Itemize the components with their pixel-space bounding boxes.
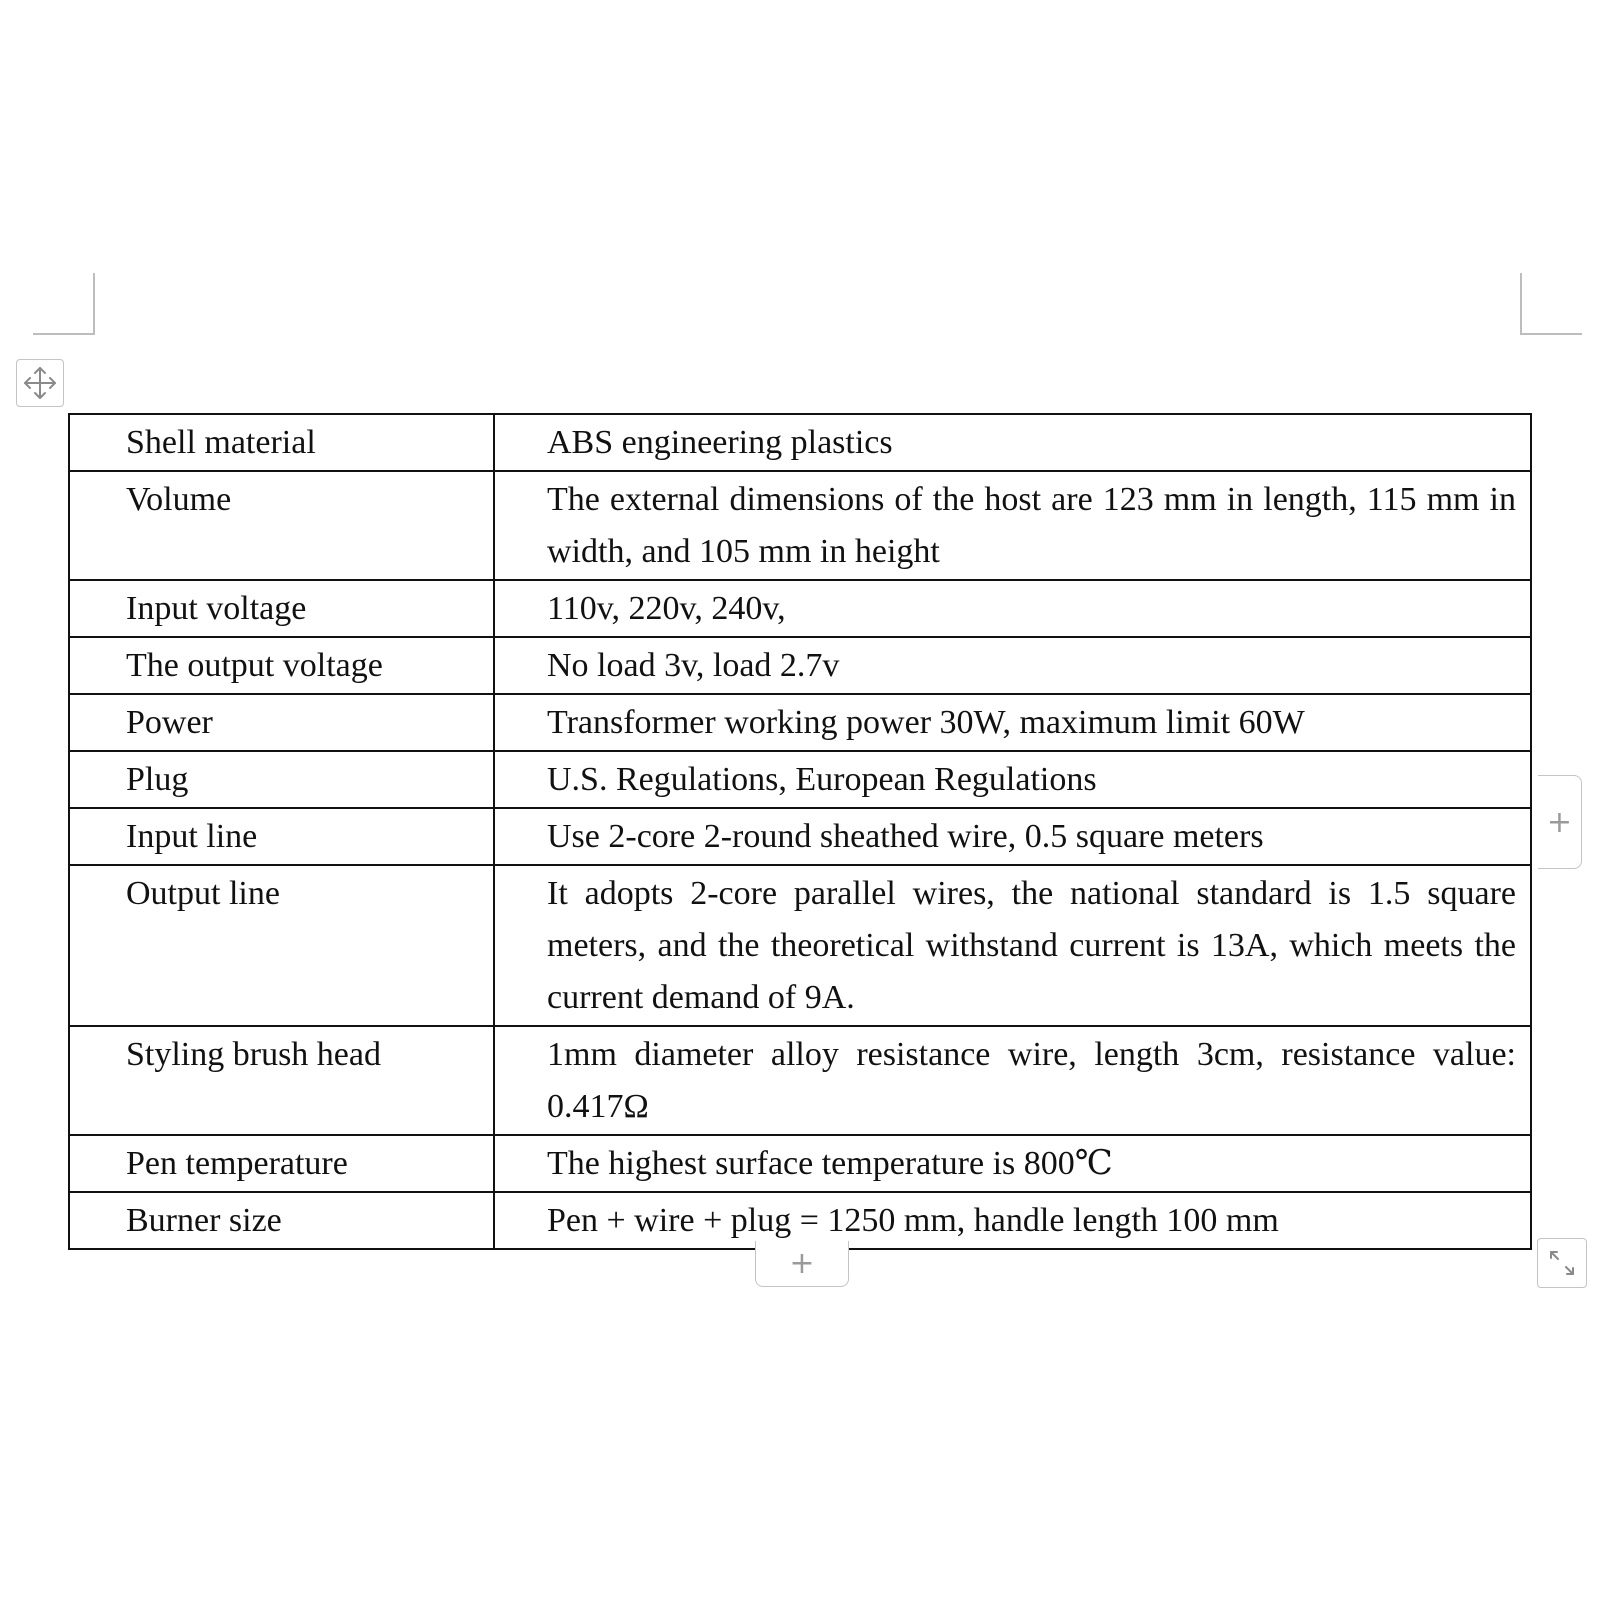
table-cell-label[interactable]: Power xyxy=(69,694,494,751)
table-cell-value[interactable]: Use 2-core 2-round sheathed wire, 0.5 square meters xyxy=(494,808,1531,865)
table-cell-value[interactable]: No load 3v, load 2.7v xyxy=(494,637,1531,694)
table-row xyxy=(69,1135,1531,1192)
table-row xyxy=(69,471,1531,580)
table-cell-label[interactable]: Pen temperature xyxy=(69,1135,494,1192)
table-row xyxy=(69,694,1531,751)
table-row xyxy=(69,637,1531,694)
table-cell-label[interactable]: Output line xyxy=(69,865,494,1026)
table-cell-label[interactable]: Burner size xyxy=(69,1192,494,1249)
table-cell-label[interactable]: Shell material xyxy=(69,414,494,471)
table-cell-value[interactable]: It adopts 2-core parallel wires, the national standard is 1.5 square meters, and the theoretical withstand current is 13A, which meets the current demand of 9A. xyxy=(494,865,1531,1026)
plus-icon: + xyxy=(1546,804,1573,840)
table-cell-label[interactable]: Styling brush head xyxy=(69,1026,494,1135)
table-row xyxy=(69,1026,1531,1135)
table-cell-value[interactable]: Pen + wire + plug = 1250 mm, handle length 100 mm xyxy=(494,1192,1531,1249)
move-icon xyxy=(20,363,60,403)
resize-icon xyxy=(1544,1245,1580,1281)
table-cell-label[interactable]: Input line xyxy=(69,808,494,865)
add-row-button[interactable] xyxy=(755,1241,849,1287)
table-row xyxy=(69,808,1531,865)
table-row xyxy=(69,865,1531,1026)
table-cell-label[interactable]: Volume xyxy=(69,471,494,580)
add-column-button[interactable] xyxy=(1538,775,1582,869)
table-row xyxy=(69,414,1531,471)
table-cell-value[interactable]: 1mm diameter alloy resistance wire, length 3cm, resistance value: 0.417Ω xyxy=(494,1026,1531,1135)
table-cell-value[interactable]: 110v, 220v, 240v, xyxy=(494,580,1531,637)
table-cell-label[interactable]: Plug xyxy=(69,751,494,808)
table-cell-value[interactable]: ABS engineering plastics xyxy=(494,414,1531,471)
table-row xyxy=(69,580,1531,637)
page-corner-mark-left xyxy=(33,273,95,335)
table-cell-label[interactable]: The output voltage xyxy=(69,637,494,694)
table-cell-value[interactable]: The external dimensions of the host are 123 mm in length, 115 mm in width, and 105 mm in height xyxy=(494,471,1531,580)
table-cell-value[interactable]: The highest surface temperature is 800℃ xyxy=(494,1135,1531,1192)
spec-table xyxy=(68,413,1532,1250)
table-move-handle[interactable] xyxy=(16,359,64,407)
table-row xyxy=(69,751,1531,808)
table-cell-value[interactable]: U.S. Regulations, European Regulations xyxy=(494,751,1531,808)
table-cell-value[interactable]: Transformer working power 30W, maximum limit 60W xyxy=(494,694,1531,751)
table-cell-label[interactable]: Input voltage xyxy=(69,580,494,637)
table-resize-handle[interactable] xyxy=(1537,1238,1587,1288)
plus-icon: + xyxy=(789,1246,815,1281)
page-corner-mark-right xyxy=(1520,273,1582,335)
